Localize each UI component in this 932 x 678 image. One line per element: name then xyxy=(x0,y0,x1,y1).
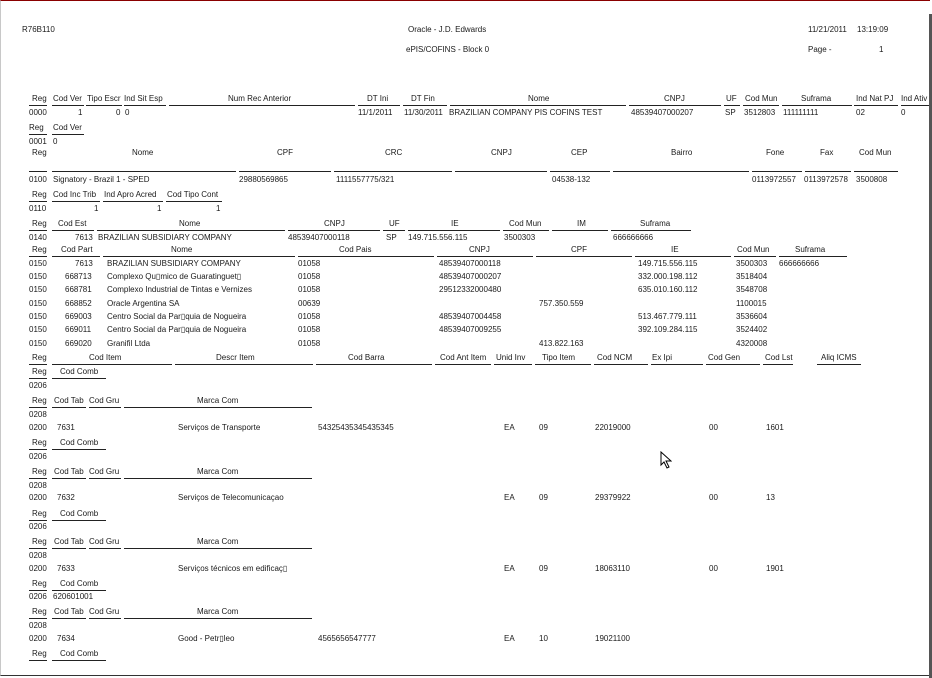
cell: 0206 xyxy=(29,452,47,461)
cell: 0150 xyxy=(29,339,47,348)
cell: 668852 xyxy=(65,299,92,308)
col-header: Suframa xyxy=(795,245,826,254)
col-header: Reg xyxy=(32,467,47,476)
cell: 7613 xyxy=(75,259,93,268)
cell: 666666666 xyxy=(613,233,654,242)
page-number: 1 xyxy=(879,45,884,54)
cell: 0100 xyxy=(29,175,47,184)
cell: 13 xyxy=(766,493,775,502)
col-header: Cod Comb xyxy=(60,579,99,588)
cell: 1601 xyxy=(766,423,784,432)
col-header: Nome xyxy=(179,219,201,228)
cell: Oracle Argentina SA xyxy=(107,299,180,308)
cell: 3548708 xyxy=(736,285,768,294)
cell: 0200 xyxy=(29,423,47,432)
cell: 1 xyxy=(216,204,221,213)
col-header: Cod Inc Trib xyxy=(53,190,97,199)
cell: Serviços de Telecomunicaçao xyxy=(178,493,284,502)
col-header: Reg xyxy=(32,245,47,254)
col-header: CRC xyxy=(385,148,403,157)
cell: 0150 xyxy=(29,259,47,268)
col-header: Cod Comb xyxy=(60,367,99,376)
col-header: Cod Tab xyxy=(54,467,84,476)
cell: 11/30/2011 xyxy=(404,108,443,117)
cell: 0200 xyxy=(29,493,47,502)
col-header: Reg xyxy=(32,537,47,546)
mouse-cursor-icon xyxy=(660,451,672,469)
cell: Serviços técnicos em edificaç▯ xyxy=(178,564,288,573)
col-header: DT Ini xyxy=(367,94,389,103)
cell: 669020 xyxy=(65,339,92,348)
cell: Complexo Qu▯mico de Guaratinguet▯ xyxy=(107,272,242,281)
cell: 0208 xyxy=(29,551,47,560)
col-header: Ind Apro Acred xyxy=(104,190,157,199)
col-header: CPF xyxy=(571,245,587,254)
cell: 09 xyxy=(539,423,548,432)
cell: 54325435345435345 xyxy=(318,423,394,432)
cell: 669003 xyxy=(65,312,92,321)
col-header: Cod Tipo Cont xyxy=(167,190,219,199)
col-header: CNPJ xyxy=(664,94,685,103)
cell: 18063110 xyxy=(595,564,630,573)
col-header: Ind Sit Esp xyxy=(124,94,163,103)
col-header: Marca Com xyxy=(197,467,239,476)
col-header: Cod Gru xyxy=(89,396,120,405)
cell: 666666666 xyxy=(779,259,820,268)
cell: 0110 xyxy=(29,204,47,213)
cell: 01058 xyxy=(298,272,321,281)
col-header: Cod Gru xyxy=(89,607,120,616)
col-header: Cod Mun xyxy=(859,148,892,157)
col-header: Num Rec Anterior xyxy=(228,94,292,103)
cell: 29512332000480 xyxy=(439,285,502,294)
cell: 0208 xyxy=(29,410,47,419)
col-header: Reg xyxy=(32,438,47,447)
cell: 01058 xyxy=(298,339,321,348)
cell: 4320008 xyxy=(736,339,768,348)
col-header: Marca Com xyxy=(197,537,239,546)
col-header: Aliq ICMS xyxy=(821,353,857,362)
col-header: Cod Pais xyxy=(339,245,372,254)
cell: 01058 xyxy=(298,285,321,294)
cell: 04538-132 xyxy=(552,175,591,184)
cell: 09 xyxy=(539,564,548,573)
cell: 620601001 xyxy=(53,592,94,601)
cell: Centro Social da Par▯quia de Nogueira xyxy=(107,312,247,321)
cell: 29379922 xyxy=(595,493,631,502)
col-header: Cod Gru xyxy=(89,537,120,546)
cell: Signatory - Brazil 1 - SPED xyxy=(53,175,150,184)
cell: 0001 xyxy=(29,137,47,146)
col-header: Bairro xyxy=(671,148,693,157)
col-header: Marca Com xyxy=(197,607,239,616)
col-header: Tipo Escr xyxy=(87,94,121,103)
col-header: Cod Ver xyxy=(53,94,82,103)
cell: 668781 xyxy=(65,285,92,294)
col-header: Cod NCM xyxy=(597,353,633,362)
cell: 00639 xyxy=(298,299,321,308)
col-header: Cod Item xyxy=(89,353,122,362)
cell: 02 xyxy=(856,108,865,117)
col-header: Nome xyxy=(528,94,550,103)
cell: 01058 xyxy=(298,312,321,321)
col-header: Ind Nat PJ xyxy=(856,94,894,103)
col-header: UF xyxy=(389,219,400,228)
col-header: Reg xyxy=(32,353,47,362)
cell: 7633 xyxy=(57,564,75,573)
cell: 3500303 xyxy=(736,259,768,268)
cell: 48539407009255 xyxy=(439,325,502,334)
cell: 0 xyxy=(116,108,121,117)
cell: 3500303 xyxy=(504,233,536,242)
col-header: Descr Item xyxy=(216,353,255,362)
col-header: Cod Ant Item xyxy=(440,353,487,362)
cell: 48539407000118 xyxy=(439,259,501,268)
col-header: Reg xyxy=(32,190,47,199)
cell: 3512803 xyxy=(744,108,776,117)
col-header: IM xyxy=(577,219,586,228)
cell: 7613 xyxy=(75,233,93,242)
col-header: Reg xyxy=(32,607,47,616)
cell: 0206 xyxy=(29,592,47,601)
col-header: Cod Comb xyxy=(60,509,99,518)
cell: EA xyxy=(504,564,515,573)
cell: 669011 xyxy=(65,325,92,334)
cell: BRAZILIAN SUBSIDIARY COMPANY xyxy=(107,259,241,268)
col-header: Reg xyxy=(32,367,47,376)
cell: 1100015 xyxy=(736,299,767,308)
col-header: Reg xyxy=(32,94,47,103)
col-header: UF xyxy=(726,94,737,103)
cell: 22019000 xyxy=(595,423,631,432)
company-name: Oracle - J.D. Edwards xyxy=(408,25,487,34)
col-header: Cod Tab xyxy=(54,396,84,405)
cell: Granifil Ltda xyxy=(107,339,151,348)
cell: 0140 xyxy=(29,233,47,242)
col-header: Cod Ver xyxy=(53,123,82,132)
col-header: Fone xyxy=(766,148,785,157)
cell: 7634 xyxy=(57,634,75,643)
col-header: Reg xyxy=(32,219,47,228)
cell: 668713 xyxy=(65,272,92,281)
cell: 1 xyxy=(78,108,83,117)
col-header: Cod Mun xyxy=(745,94,778,103)
cell: 0150 xyxy=(29,312,47,321)
cell: 0 xyxy=(901,108,906,117)
col-header: CNPJ xyxy=(324,219,345,228)
col-header: Cod Comb xyxy=(60,438,99,447)
col-header: Ex Ipi xyxy=(652,353,673,362)
cell: 0208 xyxy=(29,481,47,490)
cell: 48539407000207 xyxy=(439,272,502,281)
col-header: Cod Tab xyxy=(54,607,84,616)
cell: 09 xyxy=(539,493,548,502)
col-header: CNPJ xyxy=(469,245,490,254)
cell: 0206 xyxy=(29,381,47,390)
col-header: Tipo Item xyxy=(542,353,576,362)
col-header: Cod Tab xyxy=(54,537,84,546)
col-header: CEP xyxy=(571,148,588,157)
cell: 48539407000118 xyxy=(288,233,350,242)
cell: EA xyxy=(504,634,515,643)
cell: EA xyxy=(504,493,515,502)
col-header: Ind Ativ xyxy=(901,94,928,103)
cell: Centro Social da Par▯quia de Nogueira xyxy=(107,325,247,334)
cell: 149.715.556.115 xyxy=(408,233,468,242)
page-label: Page - xyxy=(808,45,832,54)
report-time: 13:19:09 xyxy=(857,25,889,34)
cell: Complexo Industrial de Tintas e Vernizes xyxy=(107,285,252,294)
cell: EA xyxy=(504,423,515,432)
col-header: DT Fin xyxy=(411,94,435,103)
col-header: Nome xyxy=(171,245,193,254)
cell: 11/1/2011 xyxy=(358,108,393,117)
cell: 0200 xyxy=(29,564,47,573)
col-header: CPF xyxy=(277,148,293,157)
cell: 0208 xyxy=(29,621,47,630)
col-header: Reg xyxy=(29,123,44,132)
col-header: Marca Com xyxy=(197,396,239,405)
cell: SP xyxy=(386,233,397,242)
cell: Good - Petr▯leo xyxy=(178,634,235,643)
cell: 149.715.556.115 xyxy=(638,259,698,268)
cell: 392.109.284.115 xyxy=(638,325,698,334)
cell: SP xyxy=(725,108,736,117)
cell: 0 xyxy=(125,108,130,117)
cell: 3536604 xyxy=(736,312,768,321)
col-header: Cod Mun xyxy=(737,245,770,254)
cell: 7631 xyxy=(57,423,75,432)
col-header: Cod Comb xyxy=(60,649,99,658)
cell: 7632 xyxy=(57,493,75,502)
cell: 00 xyxy=(709,564,718,573)
cell: 0113972578 xyxy=(804,175,848,184)
cell: 19021100 xyxy=(595,634,630,643)
cell: 0113972557 xyxy=(752,175,796,184)
col-header: IE xyxy=(451,219,459,228)
cell: 4565656547777 xyxy=(318,634,376,643)
cell: 1901 xyxy=(766,564,784,573)
cell: 111111111 xyxy=(783,108,819,117)
cell: BRAZILIAN COMPANY PIS COFINS TEST xyxy=(449,108,603,117)
col-header: Cod Gen xyxy=(708,353,741,362)
col-header: Fax xyxy=(820,148,834,157)
col-header: CNPJ xyxy=(491,148,512,157)
col-header: Nome xyxy=(132,148,154,157)
cell: 0150 xyxy=(29,325,47,334)
cell: 635.010.160.112 xyxy=(638,285,698,294)
cell: 1 xyxy=(157,204,162,213)
col-header: Cod Mun xyxy=(509,219,542,228)
cell: 0150 xyxy=(29,285,47,294)
cell: 1 xyxy=(94,204,99,213)
cell: 01058 xyxy=(298,259,321,268)
cell: 0000 xyxy=(29,108,47,117)
col-header: Reg xyxy=(32,396,47,405)
report-id: R76B110 xyxy=(22,25,55,34)
col-header: Reg xyxy=(32,579,47,588)
cell: Serviços de Transporte xyxy=(178,423,261,432)
cell: 0200 xyxy=(29,634,47,643)
col-header: Suframa xyxy=(801,94,832,103)
col-header: Reg xyxy=(32,148,47,157)
cell: 0150 xyxy=(29,299,47,308)
col-header: Reg xyxy=(32,509,47,518)
col-header: Cod Part xyxy=(61,245,93,254)
cell: 29880569865 xyxy=(239,175,288,184)
col-header: Suframa xyxy=(640,219,671,228)
cell: 513.467.779.111 xyxy=(638,312,697,321)
col-header: Cod Est xyxy=(58,219,87,228)
col-header: Cod Lst xyxy=(765,353,793,362)
cell: 332.000.198.112 xyxy=(638,272,698,281)
cell: 00 xyxy=(709,423,718,432)
report-date: 11/21/2011 xyxy=(808,25,847,34)
cell: 48539407004458 xyxy=(439,312,502,321)
cell: 0206 xyxy=(29,522,47,531)
cell: 01058 xyxy=(298,325,321,334)
report-title: ePIS/COFINS - Block 0 xyxy=(406,45,490,54)
cell: 0 xyxy=(53,137,58,146)
cell: 3500808 xyxy=(856,175,888,184)
cell: 413.822.163 xyxy=(539,339,584,348)
cell: 10 xyxy=(539,634,548,643)
col-header: Cod Gru xyxy=(89,467,120,476)
cell: 48539407000207 xyxy=(631,108,694,117)
col-header: Reg xyxy=(32,649,47,658)
col-header: IE xyxy=(671,245,679,254)
cell: 00 xyxy=(709,493,718,502)
col-header: Cod Barra xyxy=(348,353,385,362)
cell: 757.350.559 xyxy=(539,299,584,308)
cell: 3518404 xyxy=(736,272,768,281)
cell: 1111557775/321 xyxy=(336,175,395,184)
cell: 0150 xyxy=(29,272,47,281)
cell: BRAZILIAN SUBSIDIARY COMPANY xyxy=(98,233,232,242)
cell: 3524402 xyxy=(736,325,768,334)
col-header: Unid Inv xyxy=(496,353,526,362)
